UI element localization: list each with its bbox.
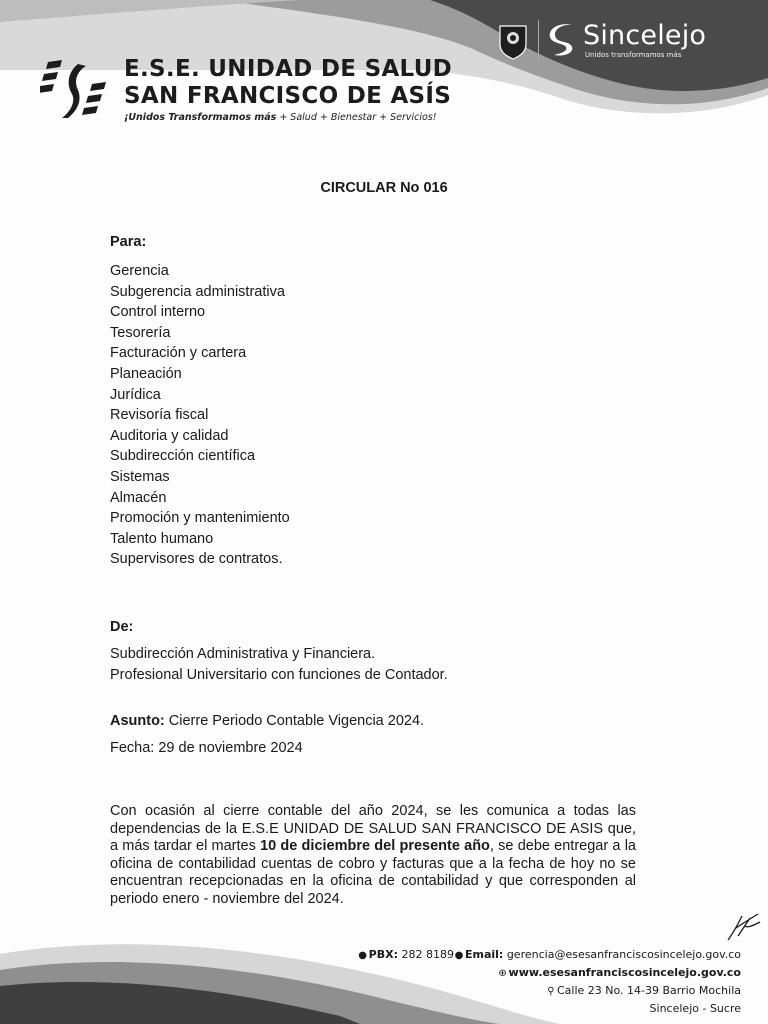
recipient-item: Revisoría fiscal xyxy=(110,407,209,424)
footer-web-row xyxy=(358,964,741,982)
recipient-item: Gerencia xyxy=(110,263,169,279)
recipient-item: Subdirección científica xyxy=(110,448,256,465)
organization-title-line2: SAN FRANCISCO DE ASÍS xyxy=(124,83,452,109)
header-divider xyxy=(538,20,539,62)
brand-tagline: Unidos transformamos más xyxy=(585,51,682,59)
footer-contact xyxy=(358,946,741,1017)
footer-phone-email-row xyxy=(358,946,741,964)
footer-city: Sincelejo - Sucre xyxy=(649,1002,741,1015)
recipient-item: Tesorería xyxy=(110,324,171,341)
pbx-value: 282 8189 xyxy=(398,948,454,961)
circular-title: CIRCULAR No 016 xyxy=(320,180,448,196)
recipient-item: Planeación xyxy=(110,365,182,382)
de-label: De: xyxy=(110,619,134,635)
body-text-part2: , se debe entregar a la oficina de contabilidad cuentas de cobro y facturas que a la fecha de hoy no se encuentran recepcionadas en la oficina de contabilidad y que corresponden al periodo enero - noviembre del 2024. xyxy=(110,838,636,907)
recipient-item: Control interno xyxy=(110,304,206,321)
recipient-item: Supervisores de contratos. xyxy=(110,551,283,568)
from-line-1: Subdirección Administrativa y Financiera. xyxy=(110,646,376,662)
recipient-item: Subgerencia administrativa xyxy=(110,283,285,300)
email-value[interactable]: gerencia@esesanfranciscosincelejo.gov.co xyxy=(503,948,741,961)
body-text-part1: Con ocasión al cierre contable del año 2024, se les comunica a todas las dependencias de la E.S.E UNIDAD DE SALUD SAN FRANCISCO DE ASIS que, a más tardar el martes xyxy=(110,803,636,855)
address: Calle 23 No. 14-39 Barrio Mochila xyxy=(556,984,741,997)
fecha-line: Fecha: 29 de noviembre 2024 xyxy=(110,740,303,756)
organization-title-line1: E.S.E. UNIDAD DE SALUD xyxy=(124,56,453,82)
slogan-rest: + Salud + Bienestar + Servicios! xyxy=(276,112,437,123)
website-link[interactable]: www.esesanfranciscosincelejo.gov.co xyxy=(508,966,741,979)
footer-address-row xyxy=(358,982,741,1000)
recipient-item: Jurídica xyxy=(110,386,161,403)
email-icon: ● xyxy=(454,950,464,961)
recipient-item: Almacén xyxy=(110,489,167,506)
from-line-2: Profesional Universitario con funciones de Contador. xyxy=(110,667,448,683)
recipient-item: Promoción y mantenimiento xyxy=(110,510,290,527)
organization-slogan xyxy=(124,112,437,123)
recipient-item: Talento humano xyxy=(110,530,214,547)
recipient-item: Facturación y cartera xyxy=(110,345,247,362)
asunto-line xyxy=(110,713,424,729)
organization-title xyxy=(124,56,452,110)
sincelejo-swoosh-icon xyxy=(548,22,580,58)
body-deadline: 10 de diciembre del presente año xyxy=(260,838,490,855)
email-label: Email: xyxy=(464,948,504,961)
para-label: Para: xyxy=(110,234,147,250)
ese-logo-icon xyxy=(40,58,108,120)
phone-icon: ● xyxy=(358,950,368,961)
recipient-item: Sistemas xyxy=(110,468,170,485)
asunto-text: Cierre Periodo Contable Vigencia 2024. xyxy=(164,713,425,729)
location-pin-icon: ⚲ xyxy=(547,986,555,997)
brand-name: Sincelejo xyxy=(583,20,707,51)
slogan-bold: ¡Unidos Transformamos más xyxy=(124,112,277,123)
signature-mark xyxy=(724,910,764,944)
globe-icon: ⊕ xyxy=(498,968,507,979)
asunto-label: Asunto: xyxy=(110,713,165,729)
alcaldia-seal-icon xyxy=(496,22,530,62)
pbx-label: PBX: xyxy=(368,948,398,961)
recipient-list xyxy=(110,261,290,570)
recipient-item: Auditoria y calidad xyxy=(110,427,229,444)
body-paragraph xyxy=(110,803,636,909)
